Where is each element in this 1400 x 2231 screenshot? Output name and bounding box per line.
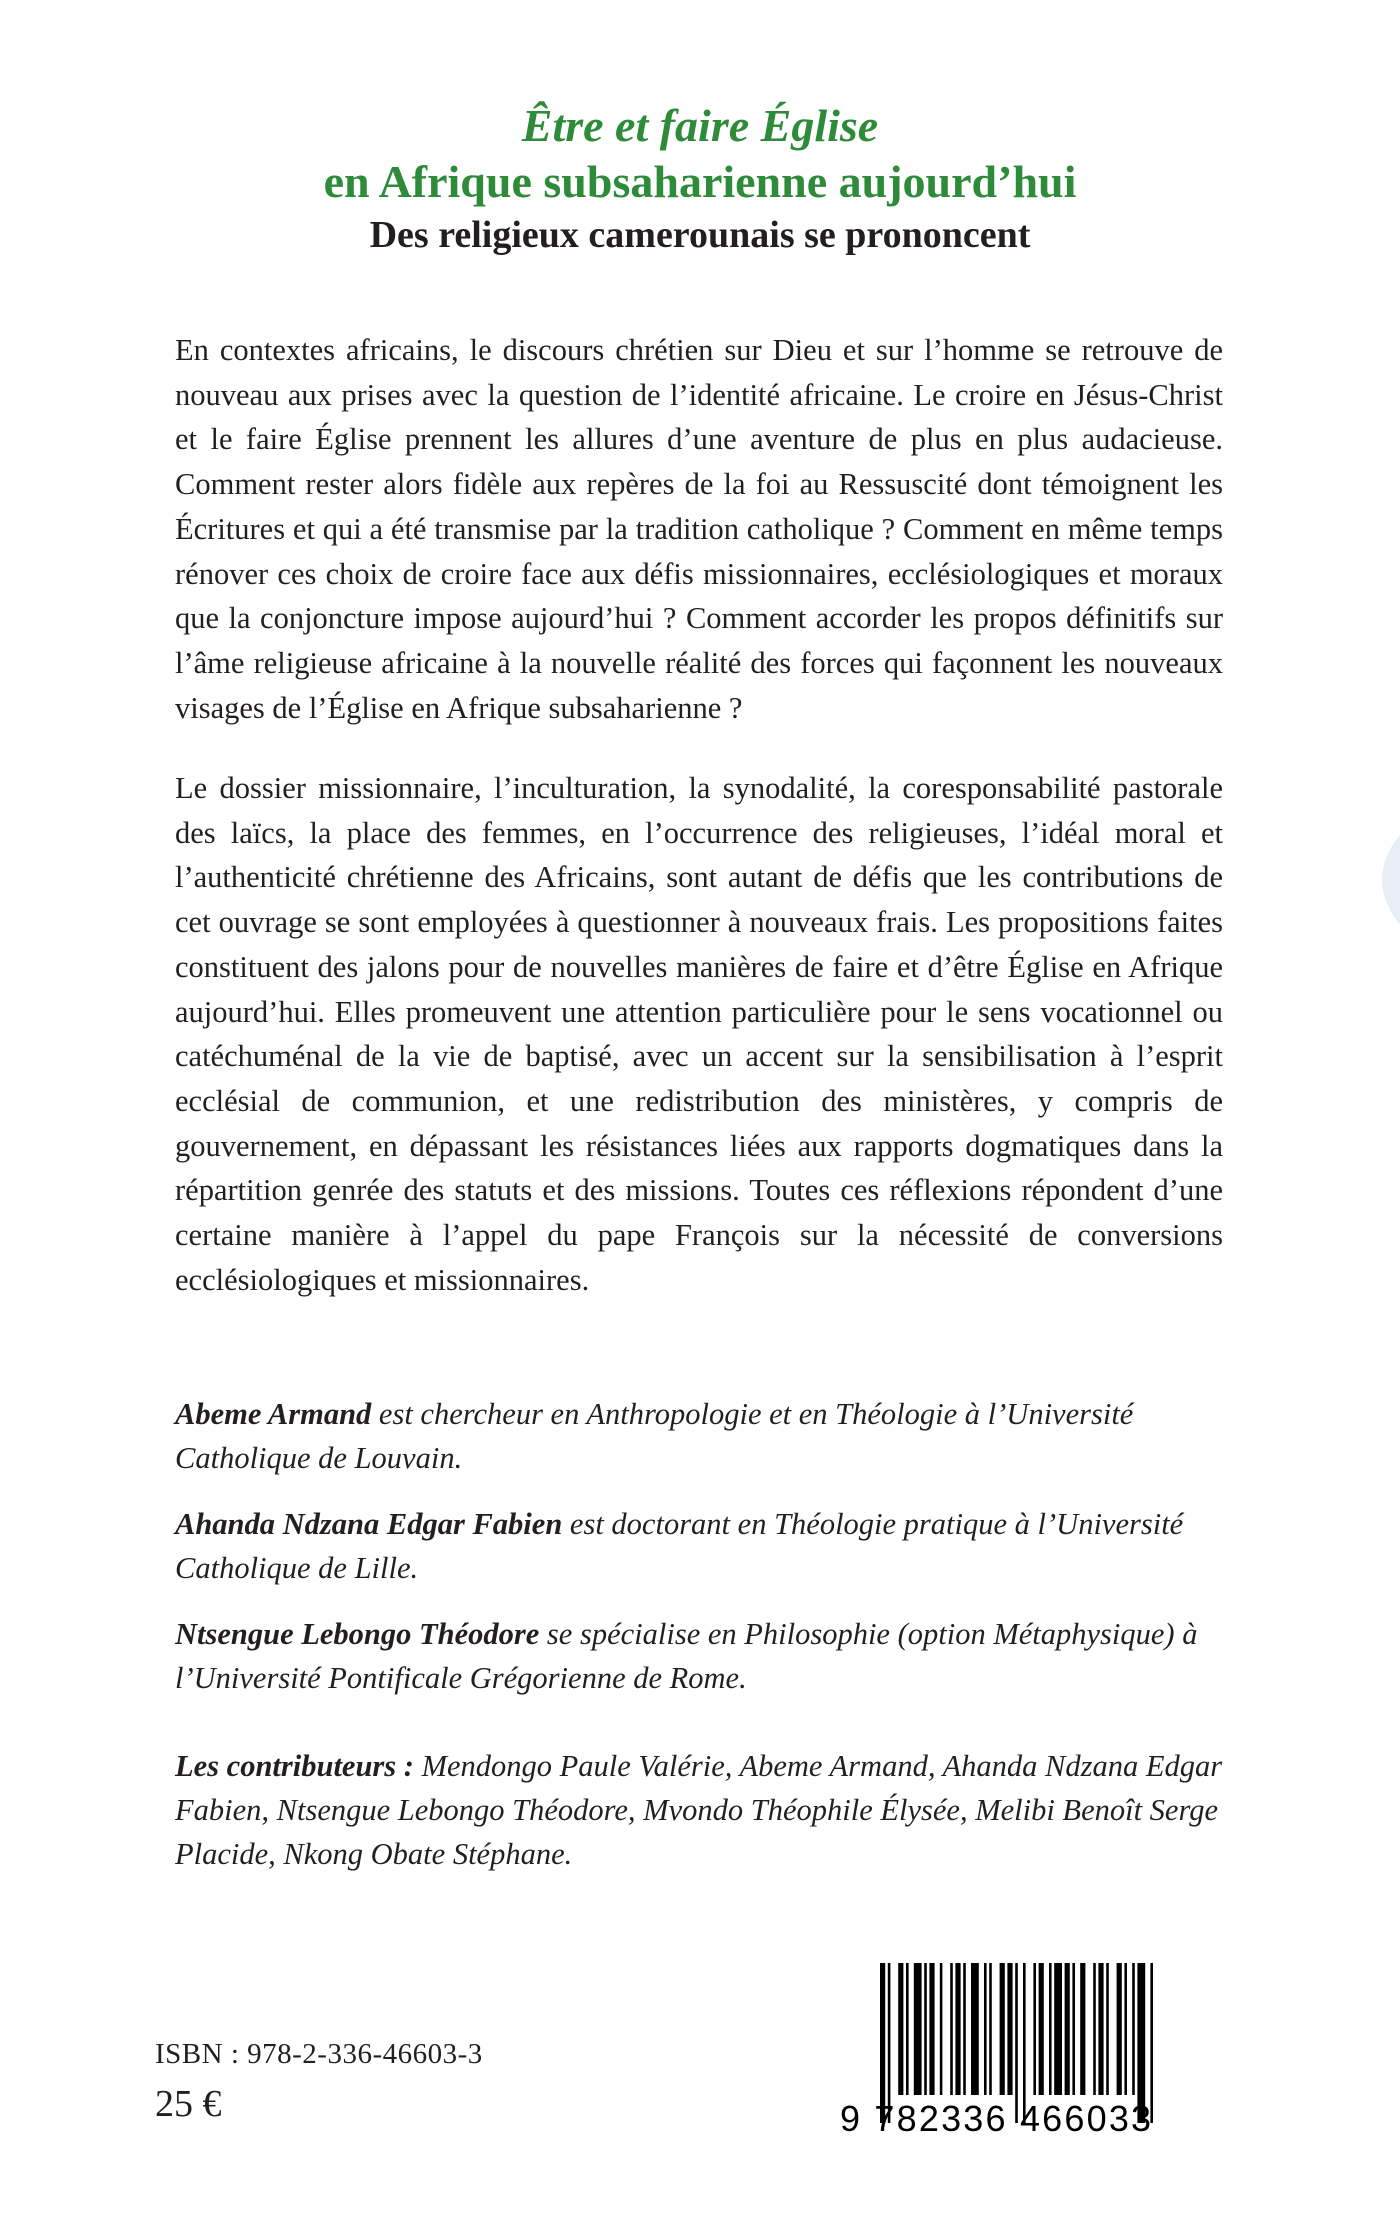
- author-name: Ntsengue Lebongo Théodore: [175, 1617, 540, 1651]
- barcode-bar: [929, 1963, 934, 2095]
- author-name: Abeme Armand: [175, 1397, 372, 1431]
- book-subtitle: Des religieux camerounais se prononcent: [369, 214, 1031, 256]
- barcode-bar: [1049, 1963, 1052, 2095]
- barcode-bar: [963, 1963, 966, 2095]
- barcode-bar: [1124, 1963, 1127, 2095]
- barcode-bar: [1039, 1963, 1044, 2095]
- barcode-bar: [924, 1963, 927, 2095]
- barcode-bar: [1106, 1963, 1109, 2095]
- barcode-bar: [1065, 1963, 1070, 2095]
- author-bio-1: [175, 1392, 1223, 1480]
- barcode-bar: [1007, 1963, 1012, 2095]
- barcode-bar: [1093, 1963, 1096, 2095]
- author-description: est doctorant en Théologie pratique à l’Université Catholique de Lille.: [175, 1507, 1184, 1585]
- barcode-number: 9 782336 466033: [840, 2098, 1154, 2139]
- author-description: est chercheur en Anthropologie et en Théologie à l’Université Catholique de Louvain.: [175, 1397, 1134, 1475]
- contributors-list: [175, 1744, 1223, 1876]
- title-block: [0, 98, 1400, 260]
- barcode-bar: [914, 1963, 922, 2095]
- barcode-bar: [955, 1963, 960, 2095]
- author-bio-3: [175, 1612, 1223, 1700]
- summary-paragraph-2: Le dossier missionnaire, l’inculturation, la synodalité, la coresponsabilité pastorale des laïcs, la place des femmes, en l’occurrence des religieuses, l’idéal moral et l’authenticité chrétienne des Africains, sont autant de défis que les contributions de cet ouvrage se sont employées à questionner à nouveaux frais. Les propositions faites constituent des jalons pour de nouvelles manières de faire et d’être Église en Afrique aujourd’hui. Elles promeuvent une attention particulière pour le sens vocationnel ou catéchuménal de la vie de baptisé, avec un accent sur la sensibilisation à l’esprit ecclésial de communion, et une redistribution des ministères, y compris de gouvernement, en dépassant les résistances liées aux rapports dogmatiques dans la répartition genrée des statuts et des missions. Toutes ces réflexions répondent d’une certaine manière à l’appel du pape François sur la nécessité de conversions ecclésiologiques et missionnaires.: [175, 771, 1223, 1297]
- isbn: ISBN : 978-2-336-46603-3: [155, 2038, 483, 2070]
- book-title: Être et faire Église: [521, 100, 879, 151]
- author-description: se spécialise en Philosophie (option Métaphysique) à l’Université Pontificale Grégorienne de Rome.: [175, 1617, 1198, 1695]
- barcode-bar: [1000, 1963, 1005, 2095]
- author-bio-2: [175, 1502, 1223, 1590]
- price: 25 €: [155, 2083, 222, 2125]
- barcode-bar: [971, 1963, 979, 2095]
- barcode-bar: [906, 1963, 909, 2095]
- barcode-bar: [898, 1963, 903, 2095]
- barcode-bar: [989, 1963, 992, 2095]
- barcode-bar: [1117, 1963, 1122, 2095]
- contributors-names: Mendongo Paule Valérie, Abeme Armand, Ahanda Ndzana Edgar Fabien, Ntsengue Lebongo Théodore, Mvondo Théophile Élysée, Melibi Benoît Serge Placide, Nkong Obate Stéphane.: [175, 1749, 1223, 1871]
- decorative-edge-shape: [1356, 820, 1400, 940]
- barcode-bar: [1072, 1963, 1075, 2095]
- contributors-label: Les contributeurs :: [175, 1749, 414, 1783]
- barcode-bar: [950, 1963, 953, 2095]
- author-name: Ahanda Ndzana Edgar Fabien: [175, 1507, 563, 1541]
- book-title-continuation: en Afrique subsaharienne aujourd’hui: [323, 156, 1077, 207]
- summary-paragraph-1: En contextes africains, le discours chrétien sur Dieu et sur l’homme se retrouve de nouveau aux prises avec la question de l’identité africaine. Le croire en Jésus-Christ et le faire Église prennent les allures d’une aventure de plus en plus audacieuse. Comment rester alors fidèle aux repères de la foi au Ressuscité dont témoignent les Écritures et qui a été transmise par la tradition catholique ? Comment en même temps rénover ces choix de croire face aux défis missionnaires, ecclésiologiques et moraux que la conjoncture impose aujourd’hui ? Comment accorder les propos définitifs sur l’âme religieuse africaine à la nouvelle réalité des forces qui façonnent les nouveaux visages de l’Église en Afrique subsaharienne ?: [175, 333, 1223, 725]
- barcode-bar: [1132, 1963, 1135, 2095]
- barcode-bar: [984, 1963, 987, 2095]
- barcode-bar: [1080, 1963, 1085, 2095]
- barcode-bar: [1098, 1963, 1103, 2095]
- barcode-bar: [1033, 1963, 1036, 2095]
- barcode-bar: [940, 1963, 943, 2095]
- barcode-bar: [1054, 1963, 1062, 2095]
